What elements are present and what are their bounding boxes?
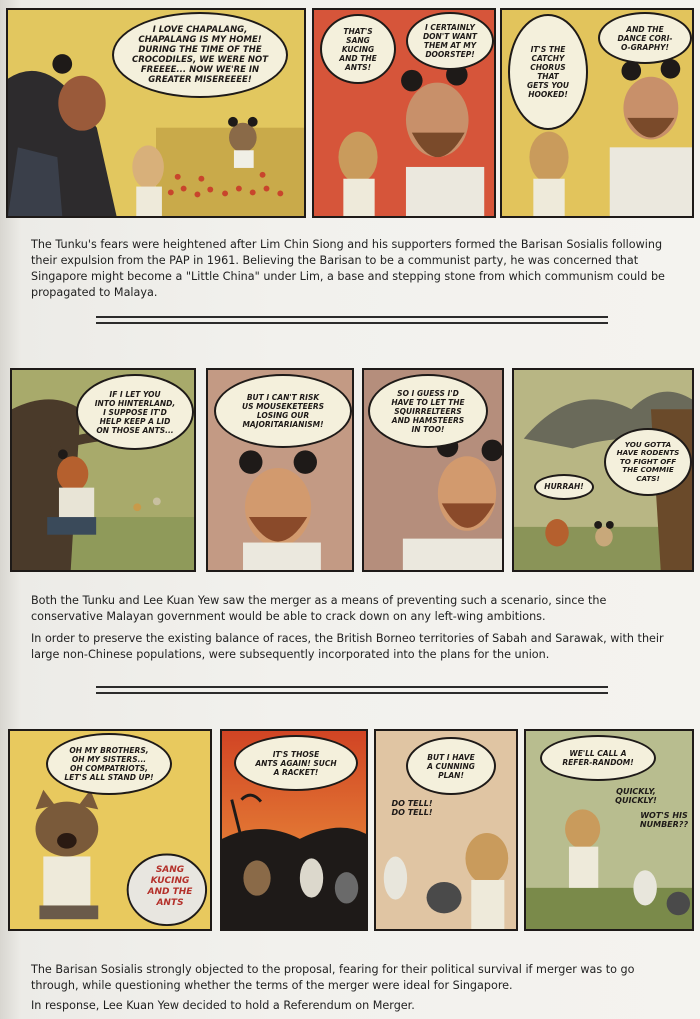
speech-balloon: BUT I CAN'T RISK US MOUSEKETEERS LOSING OUR MAJORITARIANISM! [214,374,352,448]
caption-paragraph: The Tunku's fears were heightened after Lim Chin Siong and his supporters formed the Barisan Sosialis following their expulsion from the PAP in 1961. Believing the Barisan to be a communist party, he was concerned that Singapore might become a "Little China" under Lim, a base and stepping stone from which communism could be propagated to Malaya. [31,238,665,299]
speech-balloon-left: IT'S THE CATCHY CHORUS THAT GETS YOU HOOKED! [508,14,588,130]
speech-balloon: IF I LET YOU INTO HINTERLAND, I SUPPOSE IT'D HELP KEEP A LID ON THOSE ANTS... [76,374,194,450]
speech-balloon-right: YOU GOTTA HAVE RODENTS TO FIGHT OFF THE COMMIE CATS! [604,428,692,496]
panel-catchy-chorus [500,8,694,218]
panel-commie-cats [512,368,694,572]
comic-strip-2 [0,360,700,575]
panel-majoritarianism [206,368,354,572]
panel-squirrelteers [362,368,504,572]
section-divider [96,686,608,694]
comic-strip-1 [0,0,700,225]
comic-strip-3 [0,723,700,938]
panel-sang-kucing [312,8,496,218]
speech-balloon: I LOVE CHAPALANG, CHAPALANG IS MY HOME! DURING THE TIME OF THE CROCODILES, WE WERE NOT FREEEE... NOW WE'RE IN GREATER MISEREEEE! [112,12,288,98]
caption-paragraph: Both the Tunku and Lee Kuan Yew saw the merger as a means of preventing such a scenario, since the conservative Malayan government would be able to crack down on any left-wing ambitions. [31,594,607,623]
drum-label: SANG KUCING AND THE ANTS [147,865,193,908]
panel-racket [220,729,368,931]
whisper-text: QUICKLY, QUICKLY! [615,787,657,805]
speech-balloon-right: AND THE DANCE CORI- O-GRAPHY! [598,12,692,64]
caption-paragraph: In response, Lee Kuan Yew decided to hold a Referendum on Merger. [31,999,415,1012]
caption-paragraph: In order to preserve the existing balance of races, the British Borneo territories of Sabah and Sarawak, with their large non-Chinese populations, were subsequently incorporated into the plans for the union. [31,632,664,661]
speech-balloon: IT'S THOSE ANTS AGAIN! SUCH A RACKET! [234,735,358,791]
panel-hinterland [10,368,196,572]
speech-balloon: OH MY BROTHERS, OH MY SISTERS... OH COMPATRIOTS, LET'S ALL STAND UP! [46,733,172,795]
speech-balloon-right: I CERTAINLY DON'T WANT THEM AT MY DOORSTEP! [406,12,494,70]
speech-balloon: WE'LL CALL A REFER-RANDOM! [540,735,656,781]
panel-chapalang-song [6,8,306,218]
panel-cunning-plan [374,729,518,931]
caption-paragraph: The Barisan Sosialis strongly objected to the proposal, fearing for their political survival if merger was to go through, while questioning whether the terms of the merger were ideal for Singapore. [31,963,635,992]
speech-balloon-left: HURRAH! [534,474,594,500]
whisper-text: WOT'S HIS NUMBER?? [639,811,689,829]
panel-stand-up [8,729,212,931]
panel-refer-random [524,729,694,931]
speech-balloon: BUT I HAVE A CUNNING PLAN! [406,737,496,795]
whisper-text: DO TELL! DO TELL! [391,799,433,817]
speech-balloon: SO I GUESS I'D HAVE TO LET THE SQUIRRELTEERS AND HAMSTEERS IN TOO! [368,374,488,448]
speech-balloon-left: THAT'S SANG KUCING AND THE ANTS! [320,14,396,84]
section-divider [96,316,608,324]
